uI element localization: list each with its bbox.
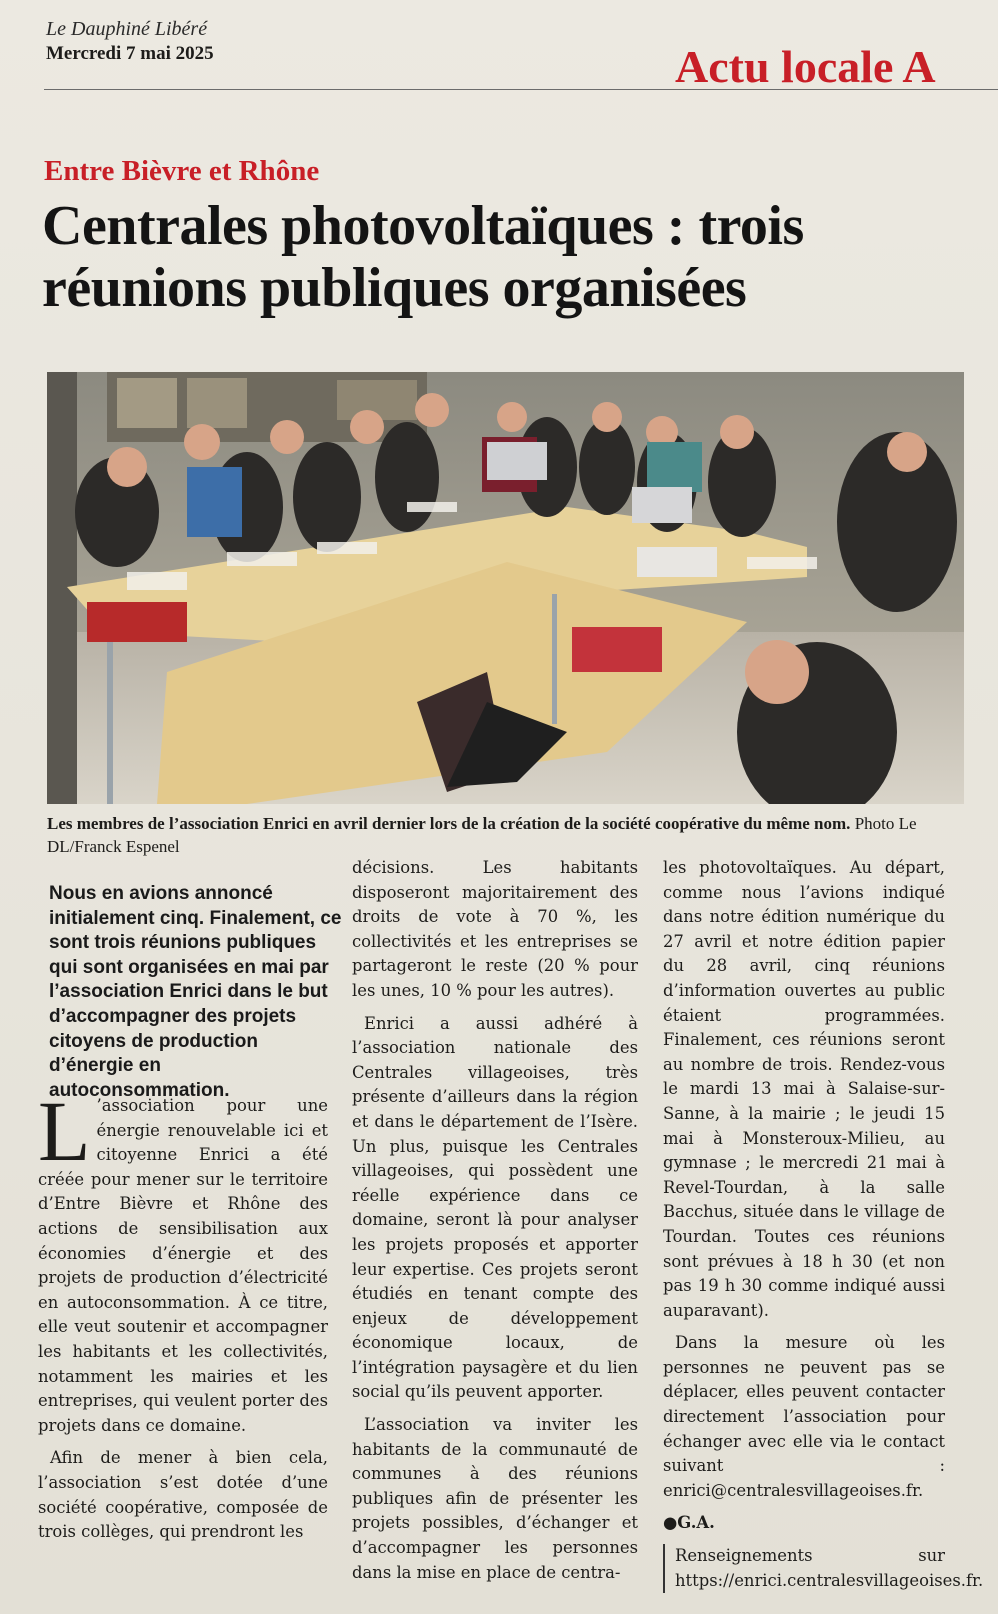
paper-name: Le Dauphiné Libéré [46,18,208,40]
article-headline: Centrales photovoltaïques : trois réunions publiques organisées [42,195,804,319]
article-column-2 [352,856,638,1593]
paragraph: L’association va inviter les habitants de la communauté de communes à des réunions publiques afin de présenter les projets possibles, d’échanger et d’accompagner les personnes dans la mise en place de centra- [352,1415,638,1582]
drop-cap: L [38,1083,91,1179]
photo-caption [47,812,967,858]
article-lead: Nous en avions annoncé initialement cinq. Finalement, ce sont trois réunions publiques qui sont organisées en mai par l’association Enrici dans le but d’accompagner des projets citoyens de production d’énergie en autoconsommation. [49,883,342,1101]
article-column-3 [663,856,984,1601]
paragraph: décisions. Les habitants disposeront majoritairement des droits de vote à 70 %, les collectivités et les entreprises se partageront le reste (20 % pour les unes, 10 % pour les autres). [352,858,638,1000]
article-kicker: Entre Bièvre et Rhône [44,155,320,187]
header-divider [44,89,998,90]
info-box: Renseignements sur https://enrici.centralesvillageoises.fr. [663,1544,945,1593]
paragraph: Dans la mesure où les personnes ne peuvent pas se déplacer, elles peuvent contacter directement l’association pour échanger avec elle via le contact suivant : enrici@centralesvillageoises.fr. [663,1333,945,1500]
author-signature: ●G.A. [663,1513,715,1533]
paragraph: Afin de mener à bien cela, l’association s’est dotée d’une société coopérative, composée de trois collèges, qui prendront les [38,1448,328,1542]
caption-text: Les membres de l’association Enrici en avril dernier lors de la création de la société coopérative du même nom. [47,814,851,833]
article-column-1 [38,1083,328,1553]
paragraph: Enrici a aussi adhéré à l’association nationale des Centrales villageoises, très présente d’ailleurs dans la région et dans le département de l’Isère. Un plus, puisque les Centrales villageoises, qui possèdent une réelle expérience dans ce domaine, seront là pour analyser les projets proposés et apporter leur expertise. Ces projets seront étudiés en tenant compte des enjeux de développement économique locaux, de l’intégration paysagère et du lien social qu’ils peuvent apporter. [352,1013,638,1402]
paper-date: Mercredi 7 mai 2025 [46,43,214,64]
paragraph: les photovoltaïques. Au départ, comme nous l’avions indiqué dans notre édition numérique du 27 avril et notre édition papier du 28 avril, cinq réunions d’information ouvertes au public étaient programmées. Finalement, ces réunions seront au nombre de trois. Rendez-vous le mardi 13 mai à Salaise-sur-Sanne, à la mairie ; le jeudi 15 mai à Monsteroux-Milieu, au gymnase ; le mercredi 21 mai à Revel-Tourdan, à la salle Bacchus, située dans le village de Tourdan. Toutes ces réunions sont prévues à 18 h 30 (et non pas 19 h 30 comme indiqué aussi auparavant). [663,858,945,1320]
section-title: Actu locale A [675,41,936,92]
article-photo [47,372,964,804]
photo-credit: Photo Le DL/Franck Espenel [47,814,917,856]
masthead [46,18,214,65]
paragraph: ’association pour une énergie renouvelable ici et citoyenne Enrici a été créée pour mener sur le territoire d’Entre Bièvre et Rhône des actions de sensibilisation aux économies d’énergie et des projets de production d’électricité en autoconsommation. À ce titre, elle veut soutenir et accompagner les habitants et les collectivités, notamment les mairies et les entreprises, qui veulent porter des projets dans ce domaine. [38,1096,328,1435]
